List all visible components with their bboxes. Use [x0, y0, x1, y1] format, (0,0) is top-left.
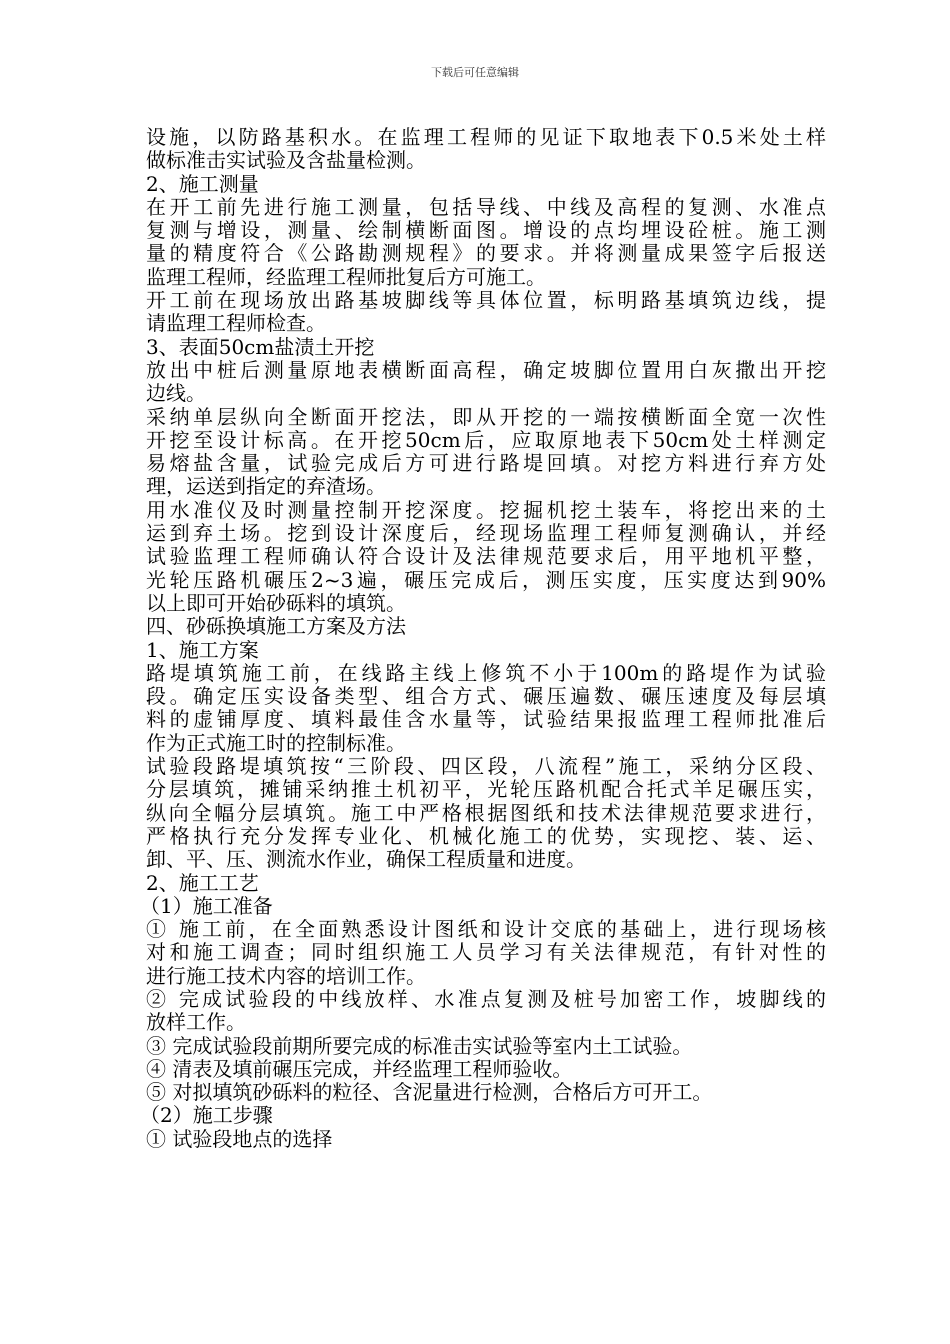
text-line: 请监理工程师检查。 — [146, 311, 326, 336]
page-header: 下载后可任意编辑 — [431, 66, 519, 79]
text-line: 作为正式施工时的控制标准。 — [146, 730, 406, 755]
list-item: ③ 完成试验段前期所要完成的标准击实试验等室内土工试验。 — [146, 1033, 693, 1058]
list-item: ① 施工前，在全面熟悉设计图纸和设计交底的基础上，进行现场核 — [146, 917, 826, 942]
text-line: 对和施工调查；同时组织施工人员学习有关法律规范，有针对性的 — [146, 940, 826, 965]
text-line: 开挖至设计标高。在开挖50cm后，应取原地表下50cm处土样测定 — [146, 427, 826, 452]
text-line: 量的精度符合《公路勘测规程》的要求。并将测量成果签字后报送 — [146, 241, 826, 266]
list-item: ④ 清表及填前碾压完成，并经监理工程师验收。 — [146, 1056, 573, 1081]
text-line: 设施，以防路基积水。在监理工程师的见证下取地表下0.5米处土样 — [146, 125, 826, 149]
text-line: 采纳单层纵向全断面开挖法，即从开挖的一端按横断面全宽一次性 — [146, 404, 826, 429]
section-heading: 3、表面50cm盐渍土开挖 — [146, 334, 375, 359]
document-body — [140, 125, 826, 1151]
text-line: 严格执行充分发挥专业化、机械化施工的优势，实现挖、装、运、 — [146, 823, 826, 848]
section-heading: 四、砂砾换填施工方案及方法 — [146, 614, 406, 639]
text-line: 路堤填筑施工前，在线路主线上修筑不小于100m的路堤作为试验 — [146, 660, 826, 685]
text-line: 分层填筑，摊铺采纳推土机初平，光轮压路机配合托式羊足碾压实， — [146, 777, 826, 802]
text-line: 料的虚铺厚度、填料最佳含水量等，试验结果报监理工程师批准后 — [146, 707, 826, 732]
list-item: ② 完成试验段的中线放样、水准点复测及桩号加密工作，坡脚线的 — [146, 986, 826, 1011]
list-item: ⑤ 对拟填筑砂砾料的粒径、含泥量进行检测，合格后方可开工。 — [146, 1080, 713, 1105]
text-line: 光轮压路机碾压2~3遍，碾压完成后，测压实度，压实度达到90% — [146, 567, 826, 592]
text-line: 易熔盐含量，试验完成后方可进行路堤回填。对挖方料进行弃方处 — [146, 451, 826, 476]
section-heading: 1、施工方案 — [146, 637, 259, 662]
text-line: 复测与增设，测量、绘制横断面图。增设的点均埋设砼桩。施工测 — [146, 218, 826, 243]
section-heading: 2、施工工艺 — [146, 870, 259, 895]
text-line: 以上即可开始砂砾料的填筑。 — [146, 590, 406, 615]
text-line: 在开工前先进行施工测量，包括导线、中线及高程的复测、水准点 — [146, 194, 826, 219]
text-line: 进行施工技术内容的培训工作。 — [146, 963, 426, 988]
text-line: 放样工作。 — [146, 1010, 246, 1035]
text-line: 做标准击实试验及含盐量检测。 — [146, 148, 426, 173]
text-line: 卸、平、压、测流水作业，确保工程质量和进度。 — [146, 847, 586, 872]
text-line: 理，运送到指定的弃渣场。 — [146, 474, 386, 499]
text-line: 运到弃土场。挖到设计深度后，经现场监理工程师复测确认，并经 — [146, 521, 826, 546]
text-line: 试验段路堤填筑按“三阶段、四区段，八流程”施工，采纳分区段、 — [146, 754, 826, 779]
list-item: ① 试验段地点的选择 — [146, 1126, 333, 1151]
text-line: 段。确定压实设备类型、组合方式、碾压遍数、碾压速度及每层填 — [146, 684, 826, 709]
text-line: 边线。 — [146, 381, 206, 406]
section-heading: 2、施工测量 — [146, 171, 259, 196]
subsection-heading: （1）施工准备 — [140, 893, 273, 918]
text-line: 用水准仪及时测量控制开挖深度。挖掘机挖土装车，将挖出来的土 — [146, 497, 826, 522]
text-line: 试验监理工程师确认符合设计及法律规范要求后，用平地机平整， — [146, 544, 826, 569]
text-line: 放出中桩后测量原地表横断面高程，确定坡脚位置用白灰撒出开挖 — [146, 357, 826, 382]
text-line: 纵向全幅分层填筑。施工中严格根据图纸和技术法律规范要求进行， — [146, 800, 826, 825]
subsection-heading: （2）施工步骤 — [140, 1103, 273, 1128]
text-line: 开工前在现场放出路基坡脚线等具体位置，标明路基填筑边线，提 — [146, 288, 826, 313]
text-line: 监理工程师，经监理工程师批复后方可施工。 — [146, 264, 546, 289]
